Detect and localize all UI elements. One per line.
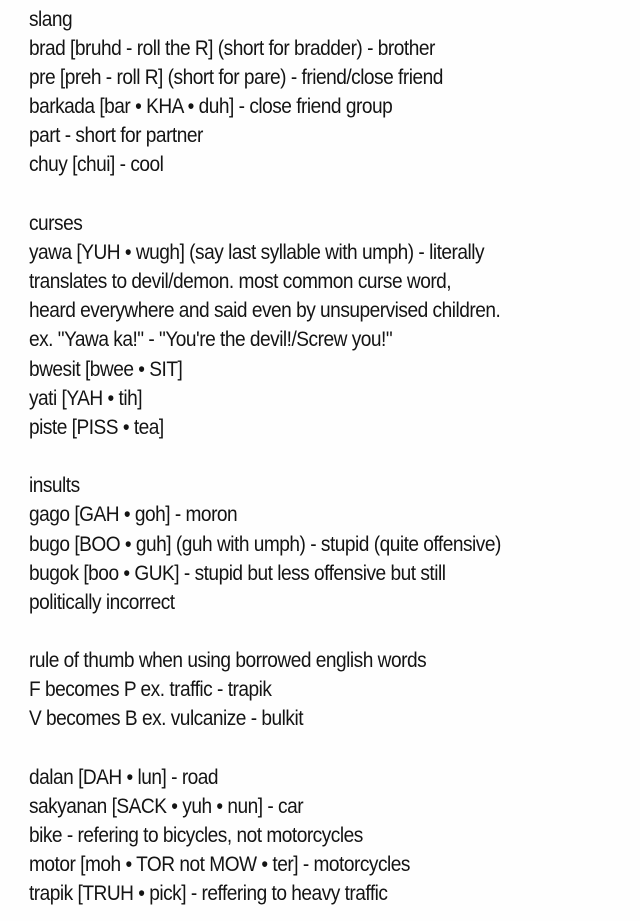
section-heading: rule of thumb when using borrowed english words: [29, 649, 427, 673]
entry-line: pre [preh - roll R] (short for pare) - friend/close friend: [29, 66, 443, 90]
entry-line: translates to devil/demon. most common curse word,: [29, 270, 452, 294]
section-curses: [29, 209, 630, 442]
section-heading: curses: [29, 212, 83, 236]
entry-line: motor [moh • TOR not MOW • ter] - motorcycles: [29, 853, 410, 877]
entry-line: V becomes B ex. vulcanize - bulkit: [29, 707, 304, 731]
entry-line: brad [bruhd - roll the R] (short for bradder) - brother: [29, 37, 435, 61]
entry-line: ex. "Yawa ka!" - "You're the devil!/Screw you!": [29, 328, 393, 352]
entry-line: barkada [bar • KHA • duh] - close friend group: [29, 95, 393, 119]
section-heading: slang: [29, 8, 73, 31]
entry-line: yawa [YUH • wugh] (say last syllable with umph) - literally: [29, 241, 485, 265]
entry-line: heard everywhere and said even by unsupervised children.: [29, 299, 501, 323]
entry-line: trapik [TRUH • pick] - reffering to heavy traffic: [29, 882, 388, 906]
section-insults: [29, 471, 630, 616]
entry-line: bugok [boo • GUK] - stupid but less offensive but still: [29, 561, 446, 585]
entry-line: bike - refering to bicycles, not motorcycles: [29, 824, 363, 848]
entry-line: dalan [DAH • lun] - road: [29, 766, 219, 790]
entry-line: part - short for partner: [29, 124, 203, 148]
entry-line: F becomes P ex. traffic - trapik: [29, 678, 272, 702]
document-body: [29, 5, 630, 909]
entry-line: bugo [BOO • guh] (guh with umph) - stupid (quite offensive): [29, 532, 501, 556]
entry-line: gago [GAH • goh] - moron: [29, 503, 238, 527]
entry-line: politically incorrect: [29, 590, 175, 614]
section-slang: [29, 5, 630, 180]
entry-line: yati [YAH • tih]: [29, 386, 143, 410]
entry-line: piste [PISS • tea]: [29, 415, 164, 439]
section-heading: insults: [29, 474, 80, 498]
section-transport: [29, 763, 630, 908]
entry-line: chuy [chui] - cool: [29, 153, 164, 177]
entry-line: sakyanan [SACK • yuh • nun] - car: [29, 795, 304, 819]
entry-line: bwesit [bwee • SIT]: [29, 357, 183, 381]
section-rule-of-thumb: [29, 646, 630, 733]
